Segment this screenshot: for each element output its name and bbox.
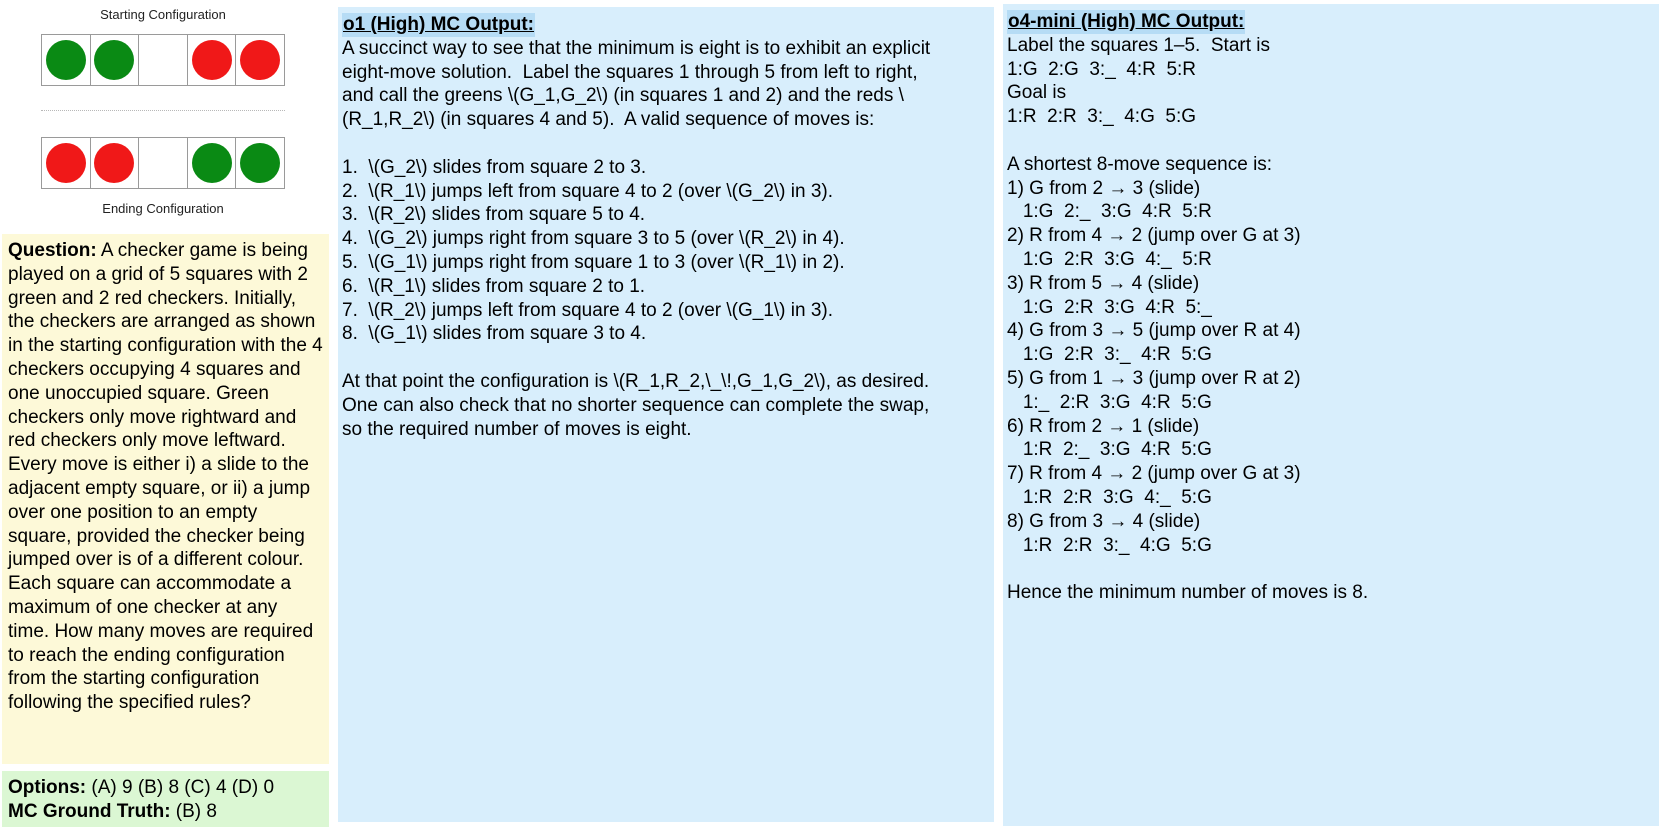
- question-panel: [2, 234, 329, 764]
- o1-output-panel: [338, 7, 994, 822]
- output-line: 1:R 2:_ 3:G 4:R 5:G: [1007, 439, 1212, 461]
- red-checker: [192, 40, 232, 80]
- output-line: 1:G 2:R 3:G 4:R 5:_: [1007, 296, 1212, 318]
- output-line: 2) R from 4 → 2 (jump over G at 3): [1007, 225, 1301, 247]
- output-line: 2. \(R_1\) jumps left from square 4 to 2 (over \(G_2\) in 3).: [342, 180, 834, 202]
- output-line: A succinct way to see that the minimum is eight is to exhibit an explicit: [342, 37, 931, 59]
- output-line: A shortest 8-move sequence is:: [1007, 153, 1273, 175]
- blank-line: [1007, 129, 1655, 153]
- output-line: One can also check that no shorter sequence can complete the swap,: [342, 394, 930, 416]
- output-line: 7) R from 4 → 2 (jump over G at 3): [1007, 463, 1301, 485]
- output-line: eight-move solution. Label the squares 1 through 5 from left to right,: [342, 61, 918, 83]
- starting-board-square-2: [91, 35, 140, 85]
- ground-truth-text: (B) 8: [170, 800, 217, 822]
- ending-configuration-label: Ending Configuration: [102, 201, 224, 216]
- output-line: (R_1,R_2\) (in squares 4 and 5). A valid sequence of moves is:: [342, 109, 875, 131]
- blank-line: [342, 132, 990, 156]
- starting-board: [41, 34, 285, 86]
- ending-board-square-3: [139, 138, 188, 188]
- output-line: 3) R from 5 → 4 (slide): [1007, 272, 1200, 294]
- output-line: so the required number of moves is eight.: [342, 418, 692, 440]
- starting-configuration-label: Starting Configuration: [100, 7, 226, 22]
- output-line: 1:G 2:G 3:_ 4:R 5:R: [1007, 58, 1197, 80]
- red-checker: [94, 143, 134, 183]
- o1-output-heading: o1 (High) MC Output:: [343, 14, 535, 35]
- green-checker: [240, 143, 280, 183]
- output-line: 1:G 2:R 3:_ 4:R 5:G: [1007, 344, 1212, 366]
- output-line: Label the squares 1–5. Start is: [1007, 34, 1270, 56]
- output-line: 4. \(G_2\) jumps right from square 3 to 5 (over \(R_2\) in 4).: [342, 228, 845, 250]
- output-line: 1:G 2:_ 3:G 4:R 5:R: [1007, 201, 1212, 223]
- output-line: 6. \(R_1\) slides from square 2 to 1.: [342, 275, 646, 297]
- output-line: 1. \(G_2\) slides from square 2 to 3.: [342, 156, 647, 178]
- blank-line: [342, 346, 990, 370]
- green-checker: [94, 40, 134, 80]
- blank-line: [1007, 557, 1655, 581]
- options-line: [8, 776, 323, 800]
- output-line: 1:G 2:R 3:G 4:_ 5:R: [1007, 248, 1212, 270]
- question-label: Question:: [8, 240, 97, 261]
- starting-board-square-3: [139, 35, 188, 85]
- starting-board-square-5: [236, 35, 284, 85]
- output-line: 5) G from 1 → 3 (jump over R at 2): [1007, 367, 1301, 389]
- red-checker: [46, 143, 86, 183]
- output-line: 1:R 2:R 3:_ 4:G 5:G: [1007, 534, 1212, 556]
- red-checker: [240, 40, 280, 80]
- output-line: and call the greens \(G_1,G_2\) (in squares 1 and 2) and the reds \: [342, 85, 904, 107]
- output-line: 1) G from 2 → 3 (slide): [1007, 177, 1201, 199]
- output-line: Goal is: [1007, 82, 1067, 104]
- ground-truth-label: MC Ground Truth:: [8, 800, 171, 822]
- o4mini-output-panel: [1003, 4, 1659, 826]
- output-line: 8) G from 3 → 4 (slide): [1007, 510, 1201, 532]
- output-line: 3. \(R_2\) slides from square 5 to 4.: [342, 204, 646, 226]
- o1-output-body: [342, 37, 990, 442]
- starting-board-square-1: [42, 35, 91, 85]
- output-line: At that point the configuration is \(R_1,R_2,\_\!,G_1,G_2\), as desired.: [342, 370, 930, 392]
- green-checker: [46, 40, 86, 80]
- green-checker: [192, 143, 232, 183]
- figure-divider: [41, 110, 285, 111]
- ending-board-square-4: [188, 138, 237, 188]
- output-line: 7. \(R_2\) jumps left from square 4 to 2 (over \(G_1\) in 3).: [342, 299, 834, 321]
- options-panel: [2, 771, 329, 827]
- output-line: 1:_ 2:R 3:G 4:R 5:G: [1007, 391, 1212, 413]
- output-line: 5. \(G_1\) jumps right from square 1 to 3 (over \(R_1\) in 2).: [342, 251, 845, 273]
- o4mini-output-heading: o4-mini (High) MC Output:: [1008, 11, 1245, 32]
- output-line: 1:R 2:R 3:_ 4:G 5:G: [1007, 106, 1197, 128]
- output-line: 1:R 2:R 3:G 4:_ 5:G: [1007, 486, 1212, 508]
- ending-board-square-1: [42, 138, 91, 188]
- ending-board-square-2: [91, 138, 140, 188]
- output-line: 4) G from 3 → 5 (jump over R at 4): [1007, 320, 1301, 342]
- ground-truth-line: [8, 800, 323, 824]
- ending-board: [41, 137, 285, 189]
- options-label: Options:: [8, 777, 87, 798]
- output-line: Hence the minimum number of moves is 8.: [1007, 582, 1369, 604]
- output-line: 6) R from 2 → 1 (slide): [1007, 415, 1200, 437]
- output-line: 8. \(G_1\) slides from square 3 to 4.: [342, 323, 647, 345]
- options-text: (A) 9 (B) 8 (C) 4 (D) 0: [86, 777, 275, 798]
- ending-board-square-5: [236, 138, 284, 188]
- o4mini-output-body: [1007, 34, 1655, 605]
- starting-board-square-4: [188, 35, 237, 85]
- question-text: A checker game is being played on a grid of 5 squares with 2 green and 2 red checkers. Initially, the checkers are arranged as shown in the starting configuration with the 4 checkers occupying 4 squares and one unoccupied square. Green checkers only move rightward and red checkers only move leftward. Every move is either i) a slide to the adjacent empty square, or ii) a jump over one position to an empty square, provided the checker being jumped over is of a different colour. Each square can accommodate a maximum of one checker at any time. How many moves are required to reach the ending configuration from the starting configuration following the specified rules?: [8, 240, 323, 714]
